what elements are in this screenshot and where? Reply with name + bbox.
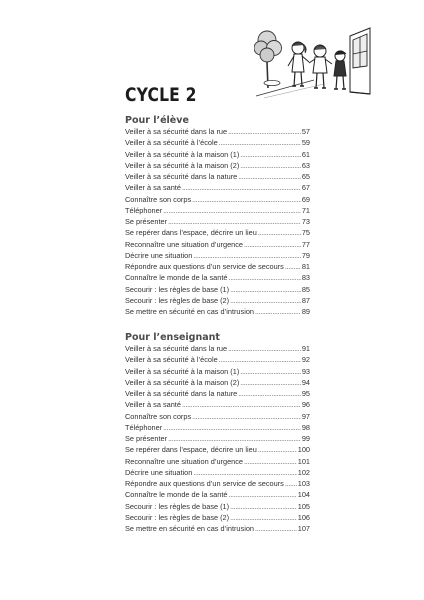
toc-entry-page-number: 59 — [301, 138, 310, 148]
toc-dot-leader — [168, 433, 301, 444]
toc-entry-page-number: 83 — [301, 273, 310, 283]
toc-entry[interactable] — [125, 467, 310, 478]
toc-dot-leader — [193, 467, 296, 478]
toc-entry-label: Répondre aux questions d’un service de secours — [125, 479, 284, 489]
toc-entry-page-number: 98 — [301, 422, 310, 432]
toc-entry-label: Veiller à sa santé — [125, 400, 181, 410]
toc-entry[interactable] — [125, 205, 310, 216]
toc-entry-page-number: 63 — [301, 160, 310, 170]
toc-entry-label: Connaître son corps — [125, 194, 192, 204]
toc-entry-label: Veiller à sa sécurité dans la rue — [125, 127, 228, 136]
toc-entry-page-number: 104 — [297, 490, 310, 500]
toc-entry-label: Veiller à sa sécurité à l’école — [125, 138, 218, 148]
toc-entry-label: Se mettre en sécurité en cas d’intrusion — [125, 524, 254, 534]
toc-dot-leader — [240, 377, 301, 388]
toc-entry[interactable] — [125, 295, 310, 306]
toc-entry-page-number: 96 — [301, 400, 310, 410]
toc-entry[interactable] — [125, 284, 310, 295]
toc-entry-page-number: 107 — [297, 524, 310, 534]
toc-entry-page-number: 57 — [301, 127, 310, 136]
toc-entry[interactable] — [125, 261, 310, 272]
toc-entry-label: Se mettre en sécurité en cas d’intrusion — [125, 307, 254, 317]
toc-entry-page-number: 85 — [301, 284, 310, 294]
toc-dot-leader — [285, 478, 297, 489]
toc-entry[interactable] — [125, 523, 310, 534]
toc-entry-label: Secourir : les règles de base (1) — [125, 501, 230, 511]
toc-entry[interactable] — [125, 512, 310, 523]
toc-entry[interactable] — [125, 478, 310, 489]
toc-dot-leader — [163, 205, 301, 216]
toc-entry-page-number: 81 — [301, 262, 310, 272]
toc-dot-leader — [240, 160, 301, 171]
toc-entry[interactable] — [125, 501, 310, 512]
toc-entry[interactable] — [125, 227, 310, 238]
toc-entry-page-number: 101 — [297, 456, 310, 466]
toc-entry-label: Connaître le monde de la santé — [125, 273, 228, 283]
toc-entry-page-number: 67 — [301, 183, 310, 193]
toc-dot-leader — [230, 284, 301, 295]
toc-entry-label: Connaître le monde de la santé — [125, 490, 228, 500]
toc-entry-label: Veiller à sa santé — [125, 183, 181, 193]
toc-entry-page-number: 75 — [301, 228, 310, 238]
toc-entry[interactable] — [125, 239, 310, 250]
toc-entry[interactable] — [125, 343, 310, 354]
toc-entry-page-number: 93 — [301, 366, 310, 376]
toc-dot-leader — [230, 295, 301, 306]
toc-entry[interactable] — [125, 444, 310, 455]
toc-entry-page-number: 91 — [301, 344, 310, 353]
toc-entry-page-number: 69 — [301, 194, 310, 204]
toc-entry-label: Veiller à sa sécurité à la maison (2) — [125, 160, 240, 170]
toc-entry[interactable] — [125, 388, 310, 399]
toc-entry-label: Téléphoner — [125, 422, 163, 432]
toc-entry[interactable] — [125, 399, 310, 410]
toc-entry-page-number: 65 — [301, 172, 310, 182]
toc-dot-leader — [228, 489, 296, 500]
toc-entry-label: Se repérer dans l’espace, décrire un lieu — [125, 445, 257, 455]
toc-dot-leader — [258, 227, 301, 238]
toc-entry[interactable] — [125, 149, 310, 160]
toc-entry-page-number: 94 — [301, 377, 310, 387]
toc-dot-leader — [238, 388, 301, 399]
toc-entry[interactable] — [125, 433, 310, 444]
toc-dot-leader — [182, 399, 301, 410]
toc-entry[interactable] — [125, 489, 310, 500]
section-title-enseignant: Pour l’enseignant — [125, 332, 220, 343]
toc-dot-leader — [192, 194, 301, 205]
toc-entry-label: Se repérer dans l’espace, décrire un lieu — [125, 228, 257, 238]
toc-entry[interactable] — [125, 422, 310, 433]
toc-dot-leader — [228, 272, 300, 283]
toc-entry[interactable] — [125, 250, 310, 261]
toc-entry-page-number: 106 — [297, 512, 310, 522]
toc-entry[interactable] — [125, 126, 310, 137]
toc-entry[interactable] — [125, 411, 310, 422]
toc-entry-label: Connaître son corps — [125, 411, 192, 421]
toc-entry-label: Veiller à sa sécurité à l’école — [125, 355, 218, 365]
toc-entry[interactable] — [125, 306, 310, 317]
toc-entry[interactable] — [125, 194, 310, 205]
toc-dot-leader — [238, 171, 301, 182]
toc-entry-label: Veiller à sa sécurité à la maison (2) — [125, 377, 240, 387]
toc-entry-page-number: 73 — [301, 217, 310, 227]
toc-entry-label: Répondre aux questions d’un service de secours — [125, 262, 284, 272]
toc-entry[interactable] — [125, 272, 310, 283]
toc-dot-leader — [192, 411, 301, 422]
toc-entry-label: Secourir : les règles de base (1) — [125, 284, 230, 294]
toc-entry-page-number: 89 — [301, 307, 310, 317]
toc-entry-page-number: 102 — [297, 467, 310, 477]
toc-entry-page-number: 92 — [301, 355, 310, 365]
section-title-eleve: Pour l’élève — [125, 115, 189, 126]
toc-entry-page-number: 97 — [301, 411, 310, 421]
toc-entry-label: Se présenter — [125, 434, 168, 444]
toc-entry-label: Veiller à sa sécurité à la maison (1) — [125, 149, 240, 159]
toc-entry-label: Décrire une situation — [125, 250, 193, 260]
toc-list-eleve — [125, 126, 310, 318]
toc-entry[interactable] — [125, 377, 310, 388]
toc-entry-page-number: 99 — [301, 434, 310, 444]
toc-dot-leader — [244, 239, 301, 250]
toc-entry-label: Secourir : les règles de base (2) — [125, 512, 230, 522]
toc-dot-leader — [168, 216, 301, 227]
toc-entry[interactable] — [125, 354, 310, 365]
toc-dot-leader — [193, 250, 300, 261]
toc-dot-leader — [219, 137, 301, 148]
toc-entry-page-number: 103 — [297, 479, 310, 489]
toc-dot-leader — [255, 306, 301, 317]
toc-dot-leader — [228, 126, 301, 137]
toc-entry-page-number: 95 — [301, 389, 310, 399]
toc-entry-label: Secourir : les règles de base (2) — [125, 295, 230, 305]
toc-dot-leader — [244, 456, 297, 467]
toc-entry-label: Reconnaître une situation d’urgence — [125, 456, 243, 466]
toc-entry-label: Veiller à sa sécurité dans la nature — [125, 172, 238, 182]
toc-entry-page-number: 71 — [301, 205, 310, 215]
toc-entry[interactable] — [125, 160, 310, 171]
toc-entry-page-number: 61 — [301, 149, 310, 159]
toc-dot-leader — [258, 444, 297, 455]
toc-dot-leader — [219, 354, 301, 365]
toc-dot-leader — [230, 512, 297, 523]
toc-dot-leader — [230, 501, 297, 512]
toc-dot-leader — [285, 261, 301, 272]
toc-list-enseignant — [125, 343, 310, 535]
toc-dot-leader — [240, 366, 301, 377]
toc-entry[interactable] — [125, 216, 310, 227]
toc-entry-page-number: 79 — [301, 250, 310, 260]
toc-dot-leader — [182, 182, 301, 193]
toc-entry[interactable] — [125, 171, 310, 182]
toc-entry-label: Reconnaître une situation d’urgence — [125, 239, 243, 249]
toc-dot-leader — [163, 422, 301, 433]
toc-entry-page-number: 100 — [297, 445, 310, 455]
cycle-title: CYCLE 2 — [125, 84, 197, 106]
toc-entry-page-number: 87 — [301, 295, 310, 305]
toc-entry-page-number: 77 — [301, 239, 310, 249]
toc-entry[interactable] — [125, 137, 310, 148]
toc-dot-leader — [255, 523, 297, 534]
toc-entry-label: Se présenter — [125, 217, 168, 227]
toc-entry[interactable] — [125, 456, 310, 467]
children-crossing-street-illustration — [254, 26, 372, 100]
toc-dot-leader — [228, 343, 301, 354]
toc-dot-leader — [240, 149, 301, 160]
toc-entry-label: Veiller à sa sécurité dans la rue — [125, 344, 228, 353]
toc-entry[interactable] — [125, 182, 310, 193]
toc-entry-label: Décrire une situation — [125, 467, 193, 477]
toc-entry-label: Veiller à sa sécurité à la maison (1) — [125, 366, 240, 376]
toc-entry-page-number: 105 — [297, 501, 310, 511]
toc-entry-label: Veiller à sa sécurité dans la nature — [125, 389, 238, 399]
toc-entry-label: Téléphoner — [125, 205, 163, 215]
toc-entry[interactable] — [125, 366, 310, 377]
